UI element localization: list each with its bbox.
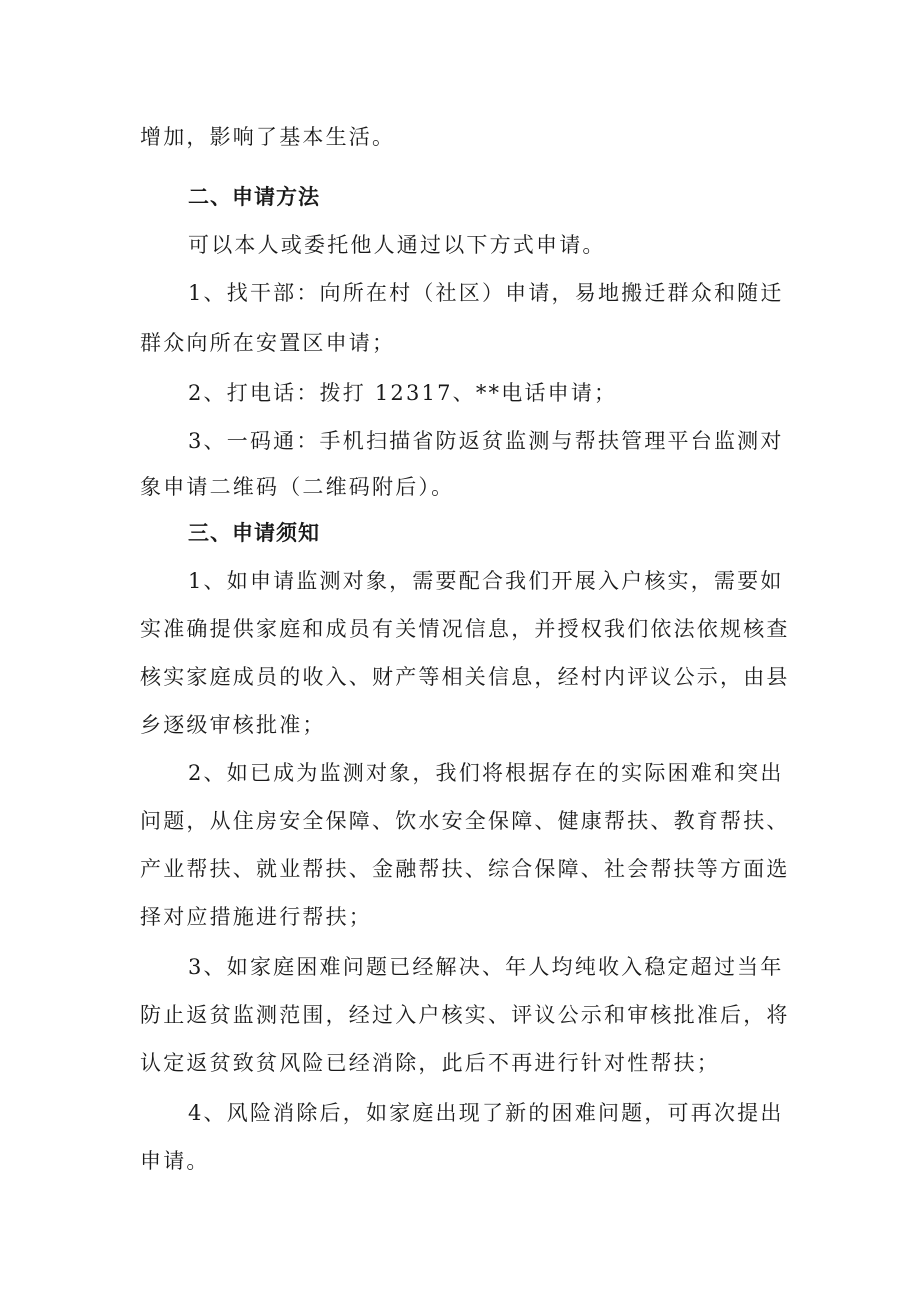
paragraph-line: 产业帮扶、就业帮扶、金融帮扶、综合保障、社会帮扶等方面选 bbox=[140, 857, 790, 881]
section-heading-application-method: 二、申请方法 bbox=[188, 185, 320, 209]
paragraph-line: 3、一码通：手机扫描省防返贫监测与帮扶管理平台监测对 bbox=[188, 429, 784, 453]
paragraph-line: 可以本人或委托他人通过以下方式申请。 bbox=[188, 233, 606, 257]
paragraph-line: 核实家庭成员的收入、财产等相关信息，经村内评议公示，由县 bbox=[140, 665, 790, 689]
paragraph-line: 群众向所在安置区申请； bbox=[140, 331, 396, 355]
paragraph-line: 防止返贫监测范围，经过入户核实、评议公示和审核批准后，将 bbox=[140, 1003, 790, 1027]
paragraph-line: 4、风险消除后，如家庭出现了新的困难问题，可再次提出 bbox=[188, 1101, 784, 1125]
paragraph-line: 认定返贫致贫风险已经消除，此后不再进行针对性帮扶； bbox=[140, 1051, 720, 1075]
paragraph-line: 2、打电话：拨打 12317、**电话申请； bbox=[188, 381, 618, 405]
paragraph-line: 象申请二维码（二维码附后）。 bbox=[140, 475, 455, 499]
paragraph-line: 择对应措施进行帮扶； bbox=[140, 905, 372, 929]
paragraph-line: 增加，影响了基本生活。 bbox=[140, 125, 396, 149]
paragraph-line: 2、如已成为监测对象，我们将根据存在的实际困难和突出 bbox=[188, 761, 784, 785]
paragraph-line: 1、如申请监测对象，需要配合我们开展入户核实，需要如 bbox=[188, 569, 784, 593]
paragraph-line: 申请。 bbox=[140, 1149, 210, 1173]
section-heading-application-notice: 三、申请须知 bbox=[188, 521, 320, 545]
paragraph-line: 3、如家庭困难问题已经解决、年人均纯收入稳定超过当年 bbox=[188, 955, 784, 979]
paragraph-line: 乡逐级审核批准； bbox=[140, 713, 326, 737]
paragraph-line: 问题，从住房安全保障、饮水安全保障、健康帮扶、教育帮扶、 bbox=[140, 809, 790, 833]
paragraph-line: 实准确提供家庭和成员有关情况信息，并授权我们依法依规核查 bbox=[140, 617, 790, 641]
paragraph-line: 1、找干部：向所在村（社区）申请，易地搬迁群众和随迁 bbox=[188, 281, 784, 305]
